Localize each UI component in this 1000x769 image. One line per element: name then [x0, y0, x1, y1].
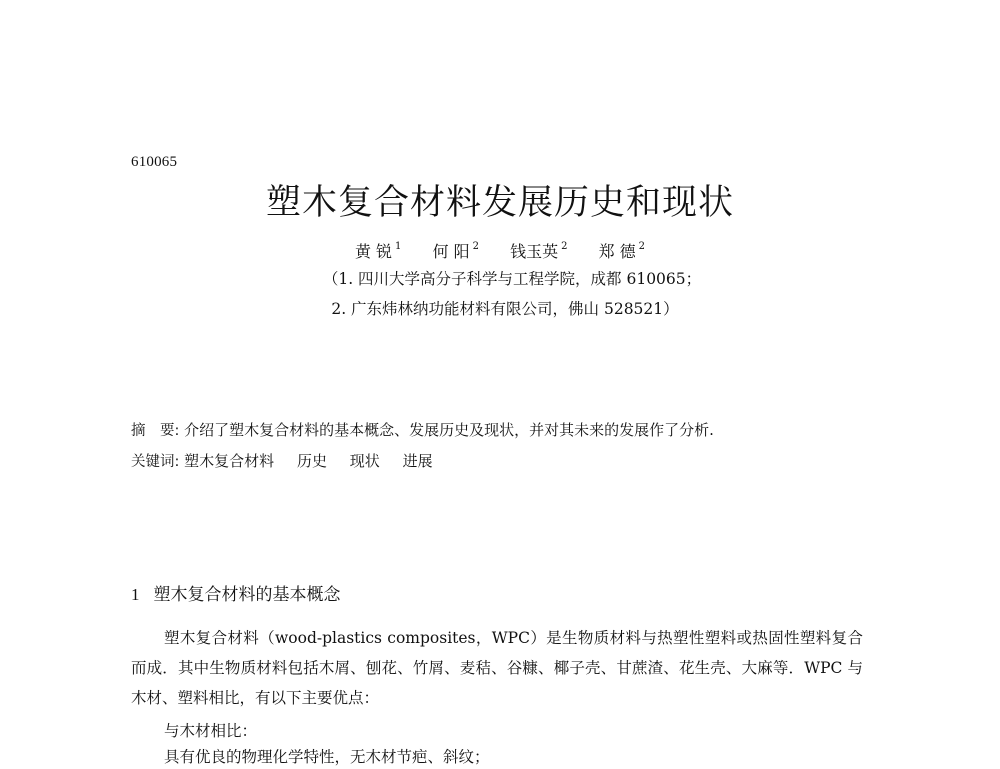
body-paragraph: 塑木复合材料（wood-plastics composites，WPC）是生物质材料与热塑性塑料或热固性塑料复合而成．其中生物质材料包括木屑、刨花、竹屑、麦秸、谷糠、椰子壳、甘蔗渣、花生壳、大麻等．WPC 与木材、塑料相比，有以下主要优点： [131, 629, 863, 707]
author-name: 钱玉英 [510, 242, 559, 261]
abstract-label: 摘 要: [131, 423, 180, 439]
section-title: 塑木复合材料的基本概念 [153, 585, 341, 605]
author [433, 236, 479, 263]
keyword: 历史 [296, 452, 327, 470]
keyword: 塑木复合材料 [184, 452, 275, 470]
affiliation-mark: 2 [472, 241, 479, 252]
affiliation-line-1: （1. 四川大学高分子科学与工程学院，成都 610065； [322, 270, 702, 288]
keyword: 进展 [402, 452, 433, 470]
abstract-text: 介绍了塑木复合材料的基本概念、发展历史及现状，并对其未来的发展作了分析. [184, 421, 714, 439]
author-name: 何 阳 [432, 242, 470, 261]
author [510, 236, 567, 263]
affiliation-mark: 2 [638, 241, 646, 252]
keywords-label: 关键词: [131, 454, 180, 470]
author [599, 236, 645, 263]
affiliation-mark: 2 [561, 241, 568, 252]
section-number: 1 [131, 585, 140, 604]
author-name: 郑 德 [598, 242, 636, 261]
author-list [0, 236, 1000, 263]
paper-title: 塑木复合材料发展历史和现状 [265, 183, 734, 223]
affiliation-mark: 1 [395, 241, 402, 252]
abstract [131, 418, 871, 443]
author [355, 236, 401, 263]
affiliation-line-2: 2. 广东炜林纳功能材料有限公司，佛山 528521） [331, 300, 679, 318]
section-heading [131, 583, 341, 607]
keywords [131, 449, 871, 474]
classification-code: 610065 [131, 154, 178, 170]
body-line: 具有优良的物理化学特性，无木材节疤、斜纹； [164, 748, 490, 766]
keyword: 现状 [349, 452, 380, 470]
body-line: 与木材相比： [164, 722, 258, 740]
author-name: 黄 锐 [354, 242, 393, 261]
